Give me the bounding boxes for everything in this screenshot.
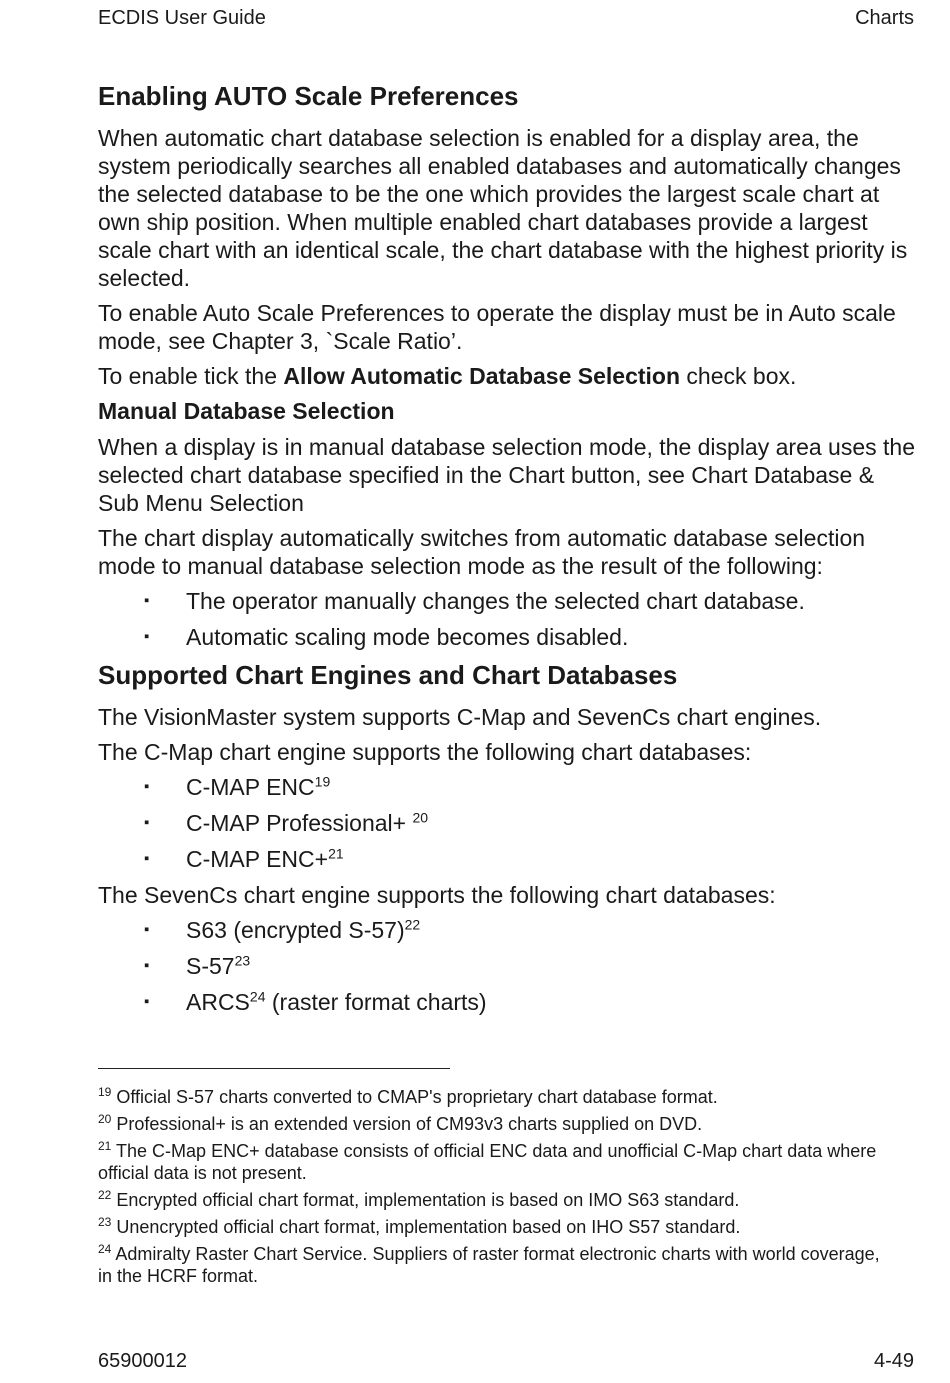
footnote [98, 1113, 898, 1135]
footnote-number: 24 [98, 1242, 112, 1256]
heading-auto-scale: Enabling AUTO Scale Preferences [98, 81, 519, 111]
para-manual-mode: When a display is in manual database selection mode, the display area uses the selected chart database specified in the Chart button, see Chart Database & Sub Menu Selection [98, 434, 915, 516]
footnote-text: Encrypted official chart format, implementation is based on IMO S63 standard. [111, 1190, 740, 1210]
list-item-text: The operator manually changes the selected chart database. [186, 588, 805, 614]
footnote-number: 19 [98, 1085, 112, 1099]
para-auto-scale-mode: To enable Auto Scale Preferences to operate the display must be in Auto scale mode, see Chapter 3, `Scale Ratio’. [98, 300, 896, 354]
list-item-text: S63 (encrypted S-57) [186, 917, 405, 943]
bullet-icon: ▪ [144, 778, 150, 795]
enable-tick-post: check box. [680, 363, 797, 389]
list-item [98, 845, 918, 873]
list-item-text: C-MAP ENC+ [186, 846, 329, 872]
footnote [98, 1243, 898, 1287]
page-content [98, 80, 918, 1024]
footnote-divider [98, 1068, 450, 1069]
para-cmap-databases: The C-Map chart engine supports the following chart databases: [98, 739, 752, 765]
para-visionmaster: The VisionMaster system supports C-Map and SevenCs chart engines. [98, 704, 822, 730]
para-auto-selection: When automatic chart database selection is enabled for a display area, the system periodically searches all enabled databases and automatically changes the selected database to be the one which provides the largest scale chart at own ship position. When multiple enabled chart databases provide a largest scale chart with an identical scale, the chart database with the highest priority is selected. [98, 125, 908, 291]
list-item-after: (raster format charts) [265, 989, 487, 1015]
footnote-text: Unencrypted official chart format, implementation based on IHO S57 standard. [111, 1217, 741, 1237]
bullet-icon: ▪ [144, 993, 150, 1010]
list-item-text: S-57 [186, 953, 235, 979]
footnote-ref: 21 [328, 845, 344, 862]
para-enable-tick [98, 362, 918, 390]
footnote-number: 20 [98, 1112, 112, 1126]
footnote-text: Professional+ is an extended version of CM93v3 charts supplied on DVD. [111, 1114, 703, 1134]
list-sevencs-databases [98, 916, 918, 1016]
list-item [98, 988, 918, 1016]
bullet-icon: ▪ [144, 814, 150, 831]
footer-page-number: 4-49 [873, 1350, 914, 1372]
footnote-ref: 23 [234, 952, 251, 969]
bullet-icon: ▪ [144, 957, 150, 974]
list-cmap-databases [98, 773, 918, 873]
list-item [98, 773, 918, 801]
bullet-icon: ▪ [144, 592, 150, 609]
heading-chart-engines: Supported Chart Engines and Chart Databases [98, 660, 678, 690]
list-item-text: C-MAP ENC [186, 774, 315, 800]
footnote-ref: 19 [314, 773, 331, 790]
footnote-ref: 22 [404, 916, 421, 933]
footnote [98, 1140, 898, 1184]
bullet-icon: ▪ [144, 921, 150, 938]
header-section-title: Charts [855, 7, 914, 29]
footnote [98, 1086, 898, 1108]
list-item [98, 809, 918, 837]
list-item-text: ARCS [186, 989, 250, 1015]
list-switch-conditions [98, 587, 918, 651]
list-item [98, 916, 918, 944]
footnotes [98, 1086, 898, 1292]
footnote-number: 23 [98, 1215, 112, 1229]
list-item-text: C-MAP Professional+ [186, 810, 413, 836]
footnote [98, 1216, 898, 1238]
footer-doc-number: 65900012 [98, 1350, 187, 1372]
footnote-text: Admiralty Raster Chart Service. Suppliers of raster format electronic charts with world coverage, in the HCRF format. [98, 1244, 880, 1286]
bullet-icon: ▪ [144, 850, 150, 867]
footnote-ref: 20 [412, 809, 429, 826]
bullet-icon: ▪ [144, 628, 150, 645]
para-switch-conditions: The chart display automatically switches from automatic database selection mode to manual database selection mode as the result of the following: [98, 525, 866, 579]
checkbox-name: Allow Automatic Database Selection [283, 363, 681, 389]
footnote-number: 22 [98, 1188, 112, 1202]
footnote [98, 1189, 898, 1211]
footnote-number: 21 [98, 1139, 112, 1153]
list-item [98, 952, 918, 980]
footnote-ref: 24 [249, 988, 266, 1005]
footnote-text: The C-Map ENC+ database consists of official ENC data and unofficial C-Map chart data where official data is not present. [98, 1141, 877, 1183]
heading-manual-selection: Manual Database Selection [98, 398, 395, 424]
enable-tick-pre: To enable tick the [98, 363, 284, 389]
list-item-text: Automatic scaling mode becomes disabled. [186, 624, 629, 650]
list-item [98, 587, 918, 615]
list-item [98, 623, 918, 651]
footnote-text: Official S-57 charts converted to CMAP's proprietary chart database format. [111, 1087, 718, 1107]
para-sevencs-databases: The SevenCs chart engine supports the following chart databases: [98, 882, 776, 908]
header-doc-title: ECDIS User Guide [98, 7, 266, 29]
